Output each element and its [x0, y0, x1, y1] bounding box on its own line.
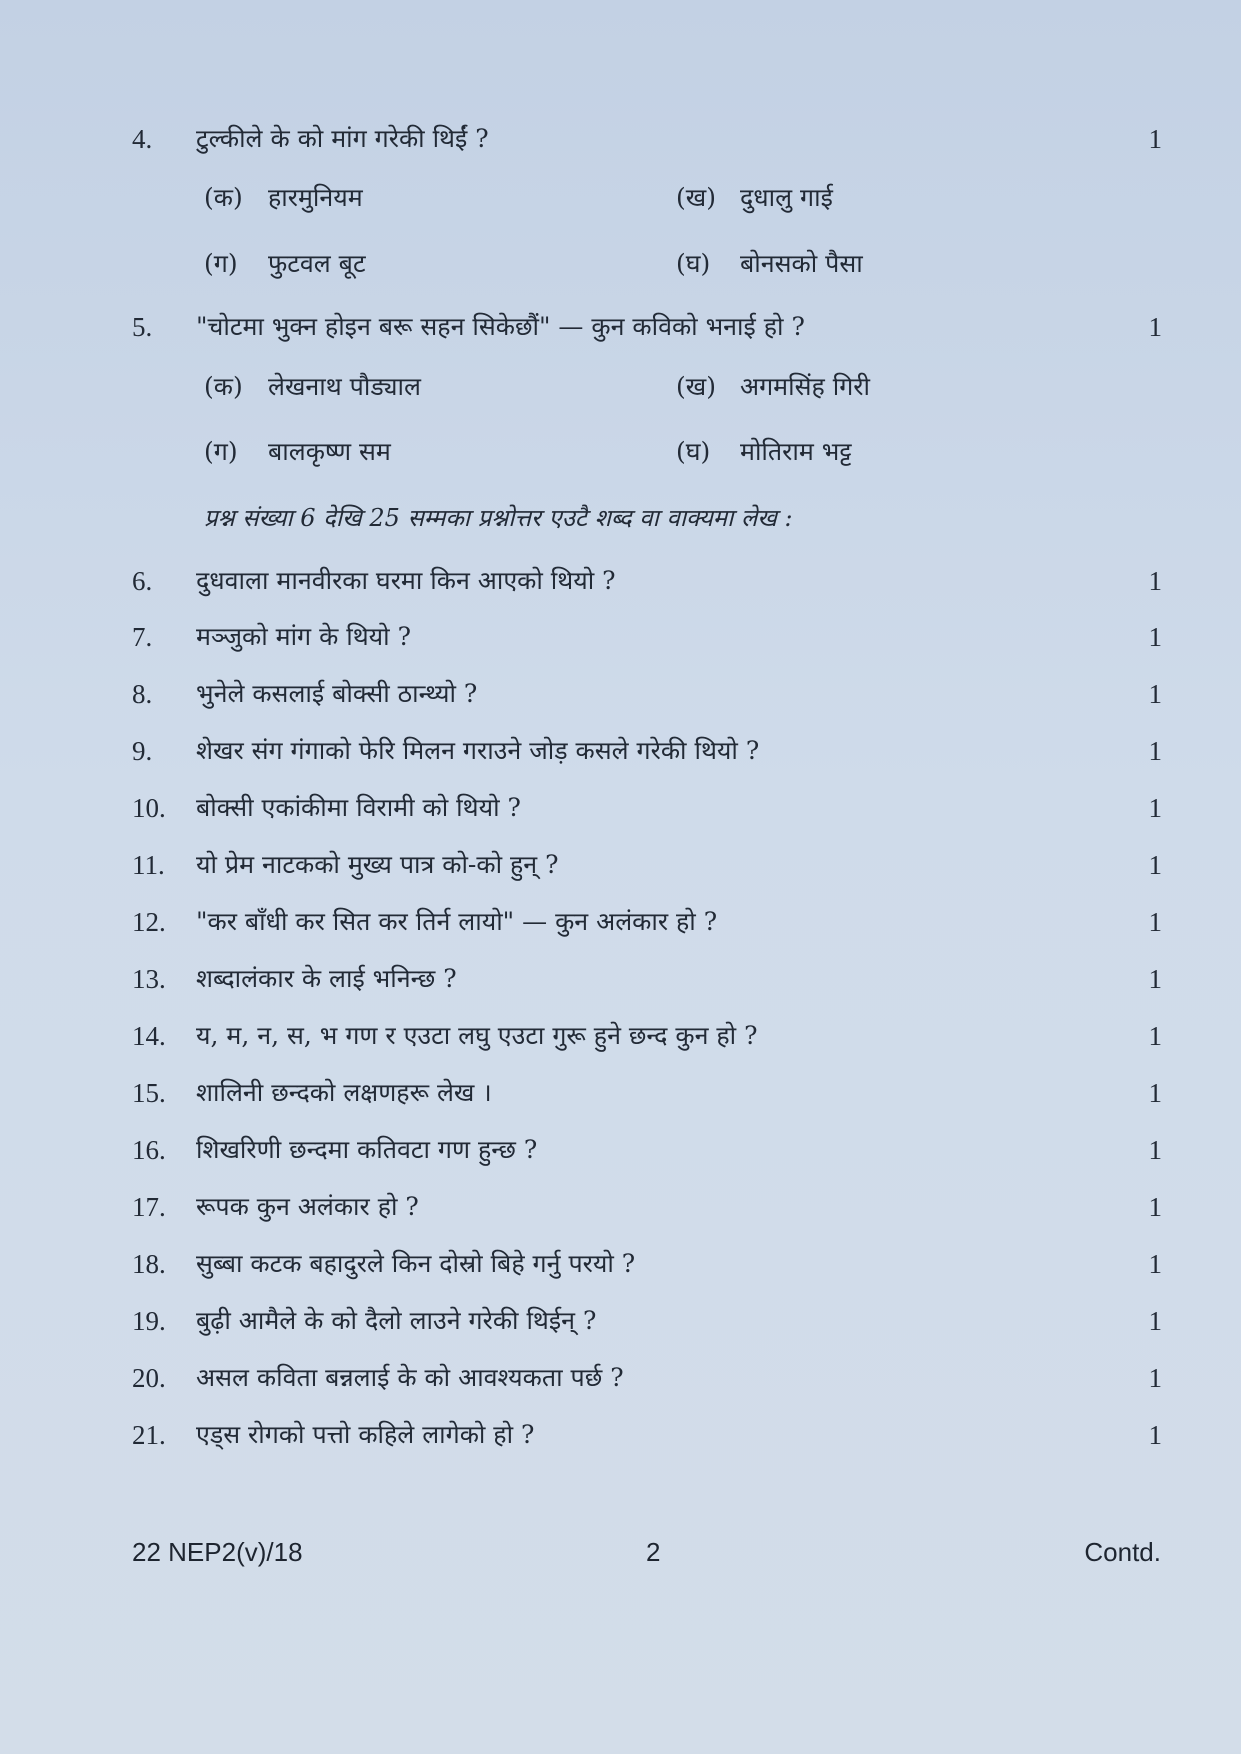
question-text: रूपक कुन अलंकार हो ? [196, 1192, 419, 1221]
option-text: दुधालु गाई [740, 183, 833, 212]
question-text: शेखर संग गंगाको फेरि मिलन गराउने जोड़ कसले गरेकी थियो ? [196, 736, 760, 765]
question-4 [132, 119, 1162, 159]
question-number: 10. [132, 793, 166, 823]
question-text: यो प्रेम नाटकको मुख्य पात्र को-को हुन् ? [196, 850, 559, 879]
option-key: (घ) [676, 249, 711, 278]
question-text: सुब्बा कटक बहादुरले किन दोस्रो बिहे गर्नु परयो ? [196, 1249, 636, 1278]
question-19 [132, 1301, 1162, 1341]
question-6 [132, 561, 1162, 601]
question-text: "कर बाँधी कर सित कर तिर्न लायो" — कुन अलंकार हो ? [196, 907, 718, 936]
question-text: भुनेले कसलाई बोक्सी ठान्थ्यो ? [196, 679, 478, 708]
question-marks: 1 [1148, 1363, 1162, 1393]
question-text: मञ्जुको मांग के थियो ? [196, 622, 411, 651]
question-text: शब्दालंकार के लाई भनिन्छ ? [196, 964, 457, 993]
option-ka [204, 367, 421, 407]
question-7 [132, 617, 1162, 657]
continued-label: Contd. [1084, 1537, 1161, 1567]
question-number: 12. [132, 907, 166, 937]
option-ga [204, 244, 366, 284]
question-marks: 1 [1148, 907, 1162, 937]
option-key: (ख) [676, 183, 716, 212]
question-8 [132, 674, 1162, 714]
question-number: 8. [132, 679, 153, 709]
question-marks: 1 [1148, 1078, 1162, 1108]
question-marks: 1 [1148, 622, 1162, 652]
option-ka [204, 178, 363, 218]
question-10 [132, 788, 1162, 828]
question-20 [132, 1358, 1162, 1398]
question-12 [132, 902, 1162, 942]
option-text: अगमसिंह गिरी [740, 372, 870, 401]
paper-code: 22 NEP2(v)/18 [132, 1537, 303, 1567]
question-text: एड्स रोगको पत्तो कहिले लागेको हो ? [196, 1420, 535, 1449]
question-marks: 1 [1148, 124, 1162, 154]
question-text: "चोटमा भुक्न होइन बरू सहन सिकेछौं" — कुन कविको भनाई हो ? [196, 312, 805, 341]
question-number: 18. [132, 1249, 166, 1279]
question-marks: 1 [1148, 566, 1162, 596]
option-key: (ख) [676, 372, 716, 401]
question-number: 16. [132, 1135, 166, 1165]
option-key: (क) [204, 372, 243, 401]
question-text: बुढ़ी आमैले के को दैलो लाउने गरेकी थिईन् ? [196, 1306, 597, 1335]
question-text: असल कविता बन्नलाई के को आवश्यकता पर्छ ? [196, 1363, 624, 1392]
question-number: 7. [132, 622, 153, 652]
question-number: 19. [132, 1306, 166, 1336]
question-number: 20. [132, 1363, 166, 1393]
option-key: (ग) [204, 249, 238, 278]
question-9 [132, 731, 1162, 771]
question-16 [132, 1130, 1162, 1170]
question-number: 5. [132, 312, 153, 342]
question-text: बोक्सी एकांकीमा विरामी को थियो ? [196, 793, 521, 822]
question-number: 15. [132, 1078, 166, 1108]
question-number: 4. [132, 124, 153, 154]
page-number: 2 [646, 1537, 661, 1567]
option-ga [204, 432, 391, 472]
question-marks: 1 [1148, 1021, 1162, 1051]
question-number: 11. [132, 850, 165, 880]
question-number: 6. [132, 566, 153, 596]
question-number: 14. [132, 1021, 166, 1051]
question-marks: 1 [1148, 679, 1162, 709]
option-kha [676, 367, 870, 407]
option-kha [676, 178, 833, 218]
question-marks: 1 [1148, 1420, 1162, 1450]
question-marks: 1 [1148, 1249, 1162, 1279]
question-11 [132, 845, 1162, 885]
option-key: (क) [204, 183, 243, 212]
question-17 [132, 1187, 1162, 1227]
section-instruction: प्रश्न संख्या 6 देखि 25 सम्मका प्रश्नोत्तर एउटै शब्द वा वाक्यमा लेख : [204, 504, 793, 532]
option-text: लेखनाथ पौड्याल [268, 372, 421, 401]
option-text: बोनसको पैसा [740, 249, 863, 278]
option-text: मोतिराम भट्ट [740, 437, 852, 466]
question-marks: 1 [1148, 736, 1162, 766]
option-key: (ग) [204, 437, 238, 466]
question-14 [132, 1016, 1162, 1056]
question-number: 17. [132, 1192, 166, 1222]
option-text: हारमुनियम [268, 183, 363, 212]
question-number: 9. [132, 736, 153, 766]
question-number: 13. [132, 964, 166, 994]
question-marks: 1 [1148, 1135, 1162, 1165]
question-marks: 1 [1148, 793, 1162, 823]
question-15 [132, 1073, 1162, 1113]
question-marks: 1 [1148, 1192, 1162, 1222]
question-text: टुल्कीले के को मांग गरेकी थिईं ? [196, 124, 489, 153]
question-number: 21. [132, 1420, 166, 1450]
question-marks: 1 [1148, 850, 1162, 880]
question-marks: 1 [1148, 1306, 1162, 1336]
question-marks: 1 [1148, 312, 1162, 342]
option-key: (घ) [676, 437, 711, 466]
question-text: दुधवाला मानवीरका घरमा किन आएको थियो ? [196, 566, 616, 595]
question-text: शिखरिणी छन्दमा कतिवटा गण हुन्छ ? [196, 1135, 538, 1164]
option-text: बालकृष्ण सम [268, 437, 391, 466]
question-text: य, म, न, स, भ गण र एउटा लघु एउटा गुरू हुने छन्द कुन हो ? [196, 1021, 758, 1050]
question-21 [132, 1415, 1162, 1455]
question-18 [132, 1244, 1162, 1284]
question-marks: 1 [1148, 964, 1162, 994]
option-text: फुटवल बूट [268, 249, 366, 278]
option-gha [676, 432, 852, 472]
question-text: शालिनी छन्दको लक्षणहरू लेख । [196, 1078, 492, 1107]
question-5 [132, 307, 1162, 347]
option-gha [676, 244, 863, 284]
question-13 [132, 959, 1162, 999]
